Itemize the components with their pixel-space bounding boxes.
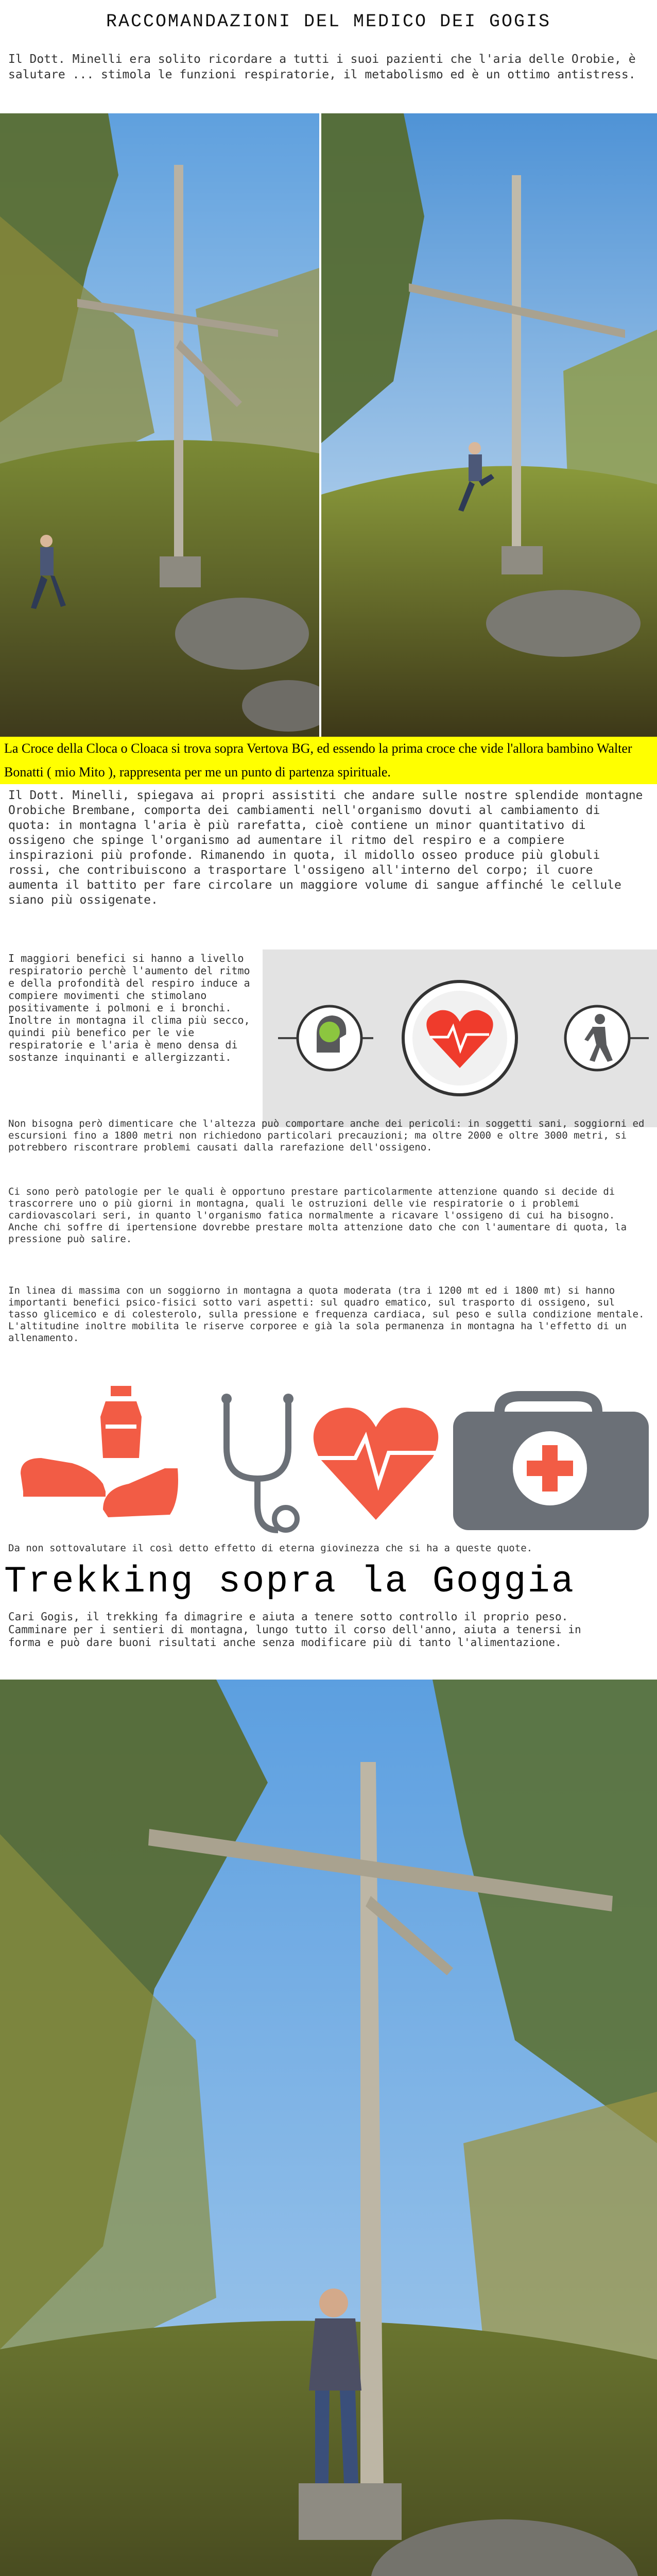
paragraph-eternal-youth: Da non sottovalutare il così detto effetto di eterna giovinezza che si ha a queste quote. (8, 1543, 533, 1554)
paragraph-altitude-effects: Il Dott. Minelli, spiegava ai propri assistiti che andare sulle nostre splendide montagne Orobiche Brembane, comporta dei cambiamenti nell'organismo dovuti al cambiamento di quota: in montagna l'aria è più rarefatta, cioè contiene un minor quantitativo di ossigeno che spinge l'organismo ad aumentare il ritmo del respiro e a compiere inspirazioni più profonde. Rimanendo in quota, il midollo osseo produce più globuli rossi, che contribuiscono a trasportare l'ossigeno all'interno del corpo; il cuore aumenta il battito per fare circolare un maggiore volume di sangue affinché le cellule siano più ossigenate. (8, 789, 643, 907)
cross-photo-right (321, 113, 657, 737)
cross-photo-left (0, 113, 319, 737)
stethoscope-icon (221, 1394, 297, 1530)
health-icons-banner (263, 950, 657, 1127)
paragraph-pathologies: Ci sono però patologie per le quali è opportuno prestare particolarmente attenzione quando si decide di trascorrere uno o più giorni in montagna, quali le ostruzioni delle vie respiratorie o i problemi cardiovascolari seri, in quanto l'organismo fatica normalmente a ricavare l'ossigeno di cui ha bisogno. Anche chi soffre di ipertensione dovrebbe prestare molta attenzione dato che con l'aumentare di quota, la pressione può salire. (8, 1186, 627, 1245)
brain-icon (298, 1006, 361, 1070)
first-aid-kit-icon (453, 1391, 649, 1530)
sneakers-icon (21, 1458, 178, 1517)
cross-photo-large (0, 1680, 657, 2576)
page-title: RACCOMANDAZIONI DEL MEDICO DEI GOGIS (106, 11, 551, 32)
paragraph-respiratory-benefits: I maggiori benefici si hanno a livello respiratorio perchè l'aumento del ritmo e della profondità del respiro induce a compiere movimenti che stimolano positivamente i polmoni e i bronchi. Inoltre in montagna il clima più secco, quindi più benefico per le vie respiratorie e l'aria è meno densa di sostanze inquinanti e allergizzanti. (8, 952, 250, 1063)
heartbeat-icon (309, 1408, 448, 1520)
heart-icon (403, 981, 516, 1095)
fitness-icons-banner (0, 1381, 657, 1535)
intro-text: Il Dott. Minelli era solito ricordare a tutti i suoi pazienti che l'aria delle Orobie, è salutare ... stimola le funzioni respiratorie, il metabolismo ed è un ottimo antistress. (8, 53, 636, 81)
paragraph-moderate-altitude: In linea di massima con un soggiorno in montagna a quota moderata (tra i 1200 mt ed i 1800 mt) si hanno importanti benefici psico-fisici sotto vari aspetti: sul quadro ematico, sul trasporto di ossigeno, sul tasso glicemico e di colesterolo, sulla pressione e frequenza cardiaca, sul peso e sulla condizione mentale. L'altitudine inoltre mobilita le riserve corporee e già la sola permanenza in montagna ha l'effetto di un allenamento. (8, 1285, 645, 1344)
section-title-trekking: Trekking sopra la Goggia (4, 1561, 575, 1603)
paragraph-trekking: Cari Gogis, il trekking fa dimagrire e aiuta a tenere sotto controllo il proprio peso. Camminare per i sentieri di montagna, lungo tutto il corso dell'anno, aiuta a tenersi in forma e può dare buoni risultati anche senza modificare più di tanto l'alimentazione. (8, 1611, 581, 1649)
runner-icon (565, 1006, 629, 1070)
paragraph-altitude-dangers: Non bisogna però dimenticare che l'altezza può comportare anche dei pericoli: in soggetti sani, soggiorni ed escursioni fino a 1800 metri non richiedono particolari precauzioni; ma oltre 2000 e oltre 3000 metri, si potrebbero riscontrare problemi causati dalla rarefazione dell'ossigeno. (8, 1118, 645, 1153)
photo-caption: La Croce della Cloca o Cloaca si trova sopra Vertova BG, ed essendo la prima croce che vide l'allora bambino Walter Bonatti ( mio Mito ), rappresenta per me un punto di partenza spirituale. (0, 737, 657, 784)
water-bottle-icon (100, 1386, 142, 1458)
